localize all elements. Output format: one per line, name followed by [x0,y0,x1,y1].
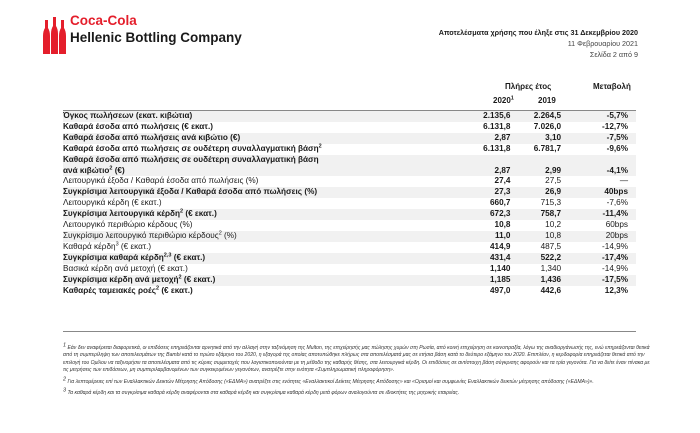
row-label-cell [63,220,458,231]
value-change: -9,6% [606,144,628,153]
table-row [63,264,636,275]
row-label-cont: ανά κιβώτιο [63,165,110,175]
document-date: 11 Φεβρουαρίου 2021 [567,39,638,48]
table-row [63,133,636,144]
value-2020: 27,3 [494,187,511,196]
value-2019: 487,5 [540,242,562,251]
document-header [439,27,638,60]
value-2019: 2,99 [545,165,562,175]
value-2020: 414,9 [489,242,511,251]
value-2020: 2,87 [494,165,511,175]
row-label-cell [63,198,458,209]
page-number: Σελίδα 2 από 9 [589,50,638,59]
table-row [63,220,636,231]
footnote [63,342,653,375]
value-2020: 6.131,8 [483,144,511,153]
bottles-icon [40,14,68,54]
value-2020: 2,87 [494,133,511,142]
value-change: -11,4% [602,209,628,218]
table-row [63,253,636,264]
value-2020: 497,0 [489,286,511,295]
row-unit: (€ εκατ.) [171,253,206,262]
footnotes [63,342,653,401]
row-label-cell [63,187,458,198]
change-header: Μεταβολή [593,82,631,91]
table-bottom-rule [63,331,636,332]
row-unit: (€ εκατ.) [118,242,152,251]
row-unit: (€ εκατ.) [183,209,217,218]
value-2019: 3,10 [545,133,562,142]
row-label: Καθαρά έσοδα από πωλήσεις σε ουδέτερη συναλλαγματική βάση [63,155,319,164]
value-2020: 1,185 [489,275,511,284]
footnote [63,387,653,397]
value-2019: 1,436 [540,275,562,284]
row-label: Καθαρά κέρδη [63,242,116,251]
value-change: 12,3% [604,286,628,295]
footnote-text: Για λεπτομέρειες επί των Εναλλακτικών Δεικτών Μέτρησης Απόδοσης («ΕΔΜΑ») ανατρέξτε στις ενότητες «Εναλλακτικοί Δείκτες Μέτρησης Απόδοσης» και «Ορισμοί και συμφωνίες Εναλλακτικών δεικτών μέτρησης απόδοσης («ΕΔΜΑ»)». [67,378,594,385]
table-row [63,242,636,253]
table-row [63,231,636,242]
row-label: Καθαρά έσοδα από πωλήσεις (€ εκατ.) [63,122,213,131]
table-row [63,286,636,297]
row-unit: (€ εκατ.) [159,286,193,295]
value-2019: 758,7 [540,209,562,218]
row-label-cell [63,253,458,264]
value-change: -12,7% [602,122,628,131]
footnote-number: 2 [63,375,67,382]
table-row [63,187,636,198]
brand-name: Coca-Cola [70,13,137,28]
value-2020: 1,140 [489,264,511,273]
footnote-text: Τα καθαρά κέρδη και τα συγκρίσιμα καθαρά κέρδη αναφέρονται στα καθαρά κέρδη και συγκρίσιμα καθαρά κέρδη μετά φόρων αναλογούντα σε ιδιοκτήτες της μητρικής εταιρείας. [67,390,460,397]
value-2019: 10,8 [545,231,562,240]
row-label: Συγκρίσιμο λειτουργικό περιθώριο κέρδους [63,231,219,240]
value-2020: 10,8 [494,220,511,229]
footnote-ref: 3 [115,241,119,248]
financial-results-table [63,111,636,297]
row-label-cell [63,155,458,176]
value-2020: 431,4 [489,253,511,262]
value-change: 60bps [605,220,628,229]
table-row [63,144,636,155]
value-2020: 2.135,6 [483,111,511,120]
row-label-cell [63,176,458,187]
row-label-cell [63,242,458,253]
company-name: Hellenic Bottling Company [70,30,242,45]
row-label: Συγκρίσιμα κέρδη ανά μετοχή [63,275,179,284]
footnote-number: 3 [63,387,67,394]
row-label: Συγκρίσιμα καθαρά κέρδη [63,253,164,262]
row-label: Καθαρά έσοδα από πωλήσεις ανά κιβώτιο (€) [63,133,241,142]
value-change: -14,9% [602,242,628,251]
value-change: -7,6% [606,198,628,207]
row-unit: (%) [221,231,237,240]
row-label: Καθαρές ταμειακές ροές [63,286,156,295]
row-unit: (€ εκατ.) [181,275,216,284]
row-label: Βασικά κέρδη ανά μετοχή (€ εκατ.) [63,264,188,273]
year-2020-header: 2020$^1$ [493,95,514,105]
value-2020: 6.131,8 [483,122,511,131]
value-2019: 442,6 [540,286,562,295]
row-label-cell [63,286,458,297]
value-2019: 7.026,0 [533,122,562,131]
footnote [63,375,653,386]
footnote-ref: 2 [109,164,113,171]
document-title: Αποτελέσματα χρήσης που έληξε στις 31 Δεκεμβρίου 2020 [438,28,638,37]
value-2019: 522,2 [540,253,562,262]
table-row [63,198,636,209]
value-2020: 11,0 [494,231,511,240]
row-label-cell [63,231,458,242]
row-label: Όγκος πωλήσεων (εκατ. κιβώτια) [63,111,193,120]
row-label-cell [63,133,458,144]
value-2019: 26,9 [545,187,562,196]
row-label-cell [63,264,458,275]
table-row [63,275,636,286]
footnote-number: 1 [63,342,67,349]
row-label: Λειτουργικά κέρδη (€ εκατ.) [63,198,162,207]
row-label: Καθαρά έσοδα από πωλήσεις σε ουδέτερη συναλλαγματική βάση [63,144,319,153]
row-label: Συγκρίσιμα λειτουργικά έξοδα / Καθαρά έσοδα από πωλήσεις (%) [63,187,318,196]
value-change: -17,5% [602,275,628,284]
table-row [63,122,636,133]
row-label: Συγκρίσιμα λειτουργικά κέρδη [63,209,181,218]
row-label: Λειτουργικό περιθώριο κέρδους (%) [63,220,193,229]
row-label-cell [63,111,458,122]
value-change: 40bps [604,187,628,196]
value-2019: 27,5 [545,176,562,185]
year-2019-header: 2019 [538,96,556,105]
full-year-header: Πλήρες έτος [505,82,552,91]
table-row [63,209,636,220]
row-label-cell [63,144,458,155]
value-2019: 10,2 [545,220,562,229]
footnote-ref: 2 [180,208,184,215]
row-label-cell [63,122,458,133]
footnote-text: Εάν δεν αναφέρεται διαφορετικά, οι επιδόσεις επηρεάζονται αρνητικά από την αλλαγή στην ταξινόμηση της Multon, της επιχείρησής μας πώλησης χυμών στη Ρωσία, από κοινή επιχείρηση σε κοινοπραξία, λόγω της αναδιοργάνωσής της, ενώ επηρεάζονται θετικά από τη συμπερίληψη των αποτελεσμάτων της Bambi κατά το πρώτο εξάμηνο του 2020, η εξαγορά της οποίας αποτυπώθηκε πλήρως στα αποτελέσματά μας σε ετήσια βάση κατά το δεύτερο εξάμηνο του 2020. Επιπλέον, η κερδοφορία επηρεάζεται θετικά από την επιλογή του Ομίλου να ταξινομήσει τα αποτελέσματα από τις κύριες συμμετοχές που λογιστικοποιούνται με τη μέθοδο της καθαρής θέσης, στα λειτουργικά κέρδη. Οι επιδόσεις σε αντίστοιχη βάση σύγκρισης αφορούν και τα τρία γεγονότα. Για να δείτε έναν πίνακα με τις μετρήσεις των επιδόσεων, μη συμπεριλαμβανομένων των συγκεκριμένων γεγονότων, ανατρέξτε στην ενότητα «Συμπληρωματική πληροφόρηση». [63,345,650,374]
value-2020: 27,4 [494,176,511,185]
value-change: — [619,176,628,185]
row-unit: (€) [112,165,125,175]
row-label: Λειτουργικά έξοδα / Καθαρά έσοδα από πωλήσεις (%) [63,176,259,185]
value-change: -4,1% [606,165,628,175]
value-2019: 6.781,7 [533,144,562,153]
table-row [63,155,636,176]
value-change: -17,4% [602,253,628,262]
footnote-ref: 2 [218,230,222,237]
value-change: 20bps [605,231,628,240]
value-2020: 660,7 [489,198,511,207]
row-label-cell [63,209,458,220]
value-2020: 672,3 [489,209,511,218]
value-2019: 1,340 [540,264,562,273]
company-logo [40,12,250,54]
footnote-ref: 2 [178,274,182,281]
value-change: -7,5% [606,133,628,142]
value-2019: 2.264,5 [533,111,562,120]
value-2019: 715,3 [540,198,562,207]
table-row [63,176,636,187]
value-change: -14,9% [602,264,628,273]
row-label-cell [63,275,458,286]
table-row [63,111,636,122]
value-change: -5,7% [606,111,628,120]
footnote-ref: 2,3 [163,252,172,259]
footnote-ref: 2 [318,143,322,150]
footnote-ref: 2 [155,285,160,292]
